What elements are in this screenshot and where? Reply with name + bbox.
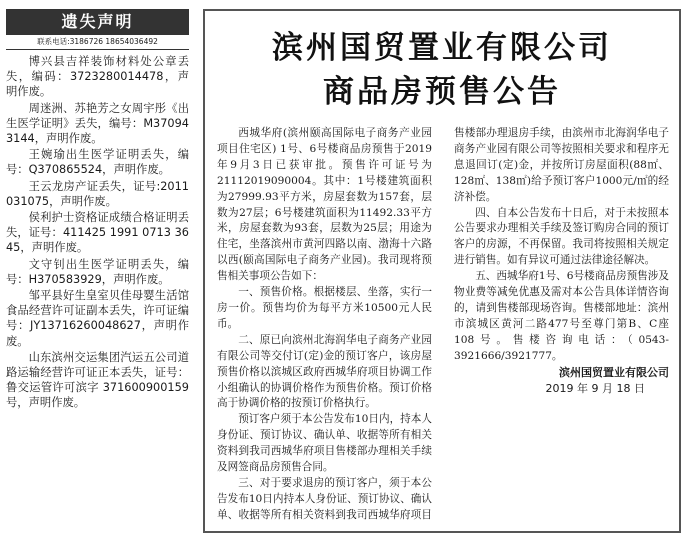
announcement-title-company: 滨州国贸置业有限公司 — [272, 30, 612, 66]
lost-notice-item: 侯利护士资格证成绩合格证明丢失，证号：411425 1991 0713 3645，声明作废。 — [6, 211, 189, 255]
announcement-date: 2019 年 9 月 18 日 — [545, 381, 645, 395]
announcement-paragraph: 西城华府(滨州颐高国际电子商务产业园项目住宅区) 1号、6号楼商品房预售于2019年9月3日已获审批。预售许可证号为 21112019090004。其中：1号楼建筑面积为27999.93平方米，房屋套数为157套，层数为27层；6号楼建筑面积为11492.33平方米，房屋套数为93套，层数为25层；用途为住宅，坐落滨州市黄河四路以南、渤海十六路以西(颐高国际电子商务产业园)。我司现将预售相关事项公告如下： — [217, 127, 432, 283]
lost-notice-item: 王云龙房产证丢失，证号:2011031075，声明作废。 — [6, 179, 189, 208]
announcement-paragraph: 预订客户须于本公告发布10日内，持本人身份证、预订协议、确认单、收据等所有相关资料到我司西城华府项目售楼部办理相关手续及网签商品房预售合同。 — [217, 413, 432, 474]
lost-notice-item: 邹平县好生皇室贝佳母婴生活馆食品经营许可证副本丢失，许可证编号：JY13716260048627，声明作废。 — [6, 289, 189, 348]
announcement-paragraph: 三、对于要求退房的预订客户，须于本公告发布10日内持本人身份证、预订协议、确认单、收据等所有相关资料到我司西城华府项目售楼部办理退房手续，由滨州市北海润华电子商务产业园有限公司等按照相关要求和程序无息退回订(定)金，并按所订房屋面积(88㎡、128㎡、138㎡)给予预订客户1000元/㎡的经济补偿。 — [217, 127, 669, 521]
lost-notices-column — [6, 9, 189, 531]
announcement-paragraph: 二、原已向滨州北海润华电子商务产业园有限公司等交付订(定)金的预订客户，该房屋预售价格以滨城区政府西城华府项目协调工作小组确认的协调价格作为预售价格。预订价格高于协调价格的按预订价格执行。 — [217, 333, 432, 410]
announcement-body — [217, 126, 669, 526]
presale-announcement-box — [203, 9, 681, 533]
contact-phone: 联系电话:3186726 18654036492 — [6, 35, 189, 50]
announcement-paragraph: 四、自本公告发布十日后，对于未按照本公告要求办理相关手续及签订购房合同的预订客户的房源，不再保留。我司将按照相关规定进行销售。如有异议可通过法律途径解决。 — [454, 206, 669, 267]
announcement-signature: 滨州国贸置业有限公司 — [559, 365, 669, 379]
lost-notice-item: 博兴县吉祥装饰材料处公章丢失，编码：3723280014478，声明作废。 — [6, 55, 189, 99]
announcement-paragraph: 五、西城华府1号、6号楼商品房预售涉及物业费等减免优惠及需对本公告具体详情咨询的，请到售楼部现场咨询。售楼部地址：滨州市滨城区黄河二路477号至尊门第B、C座108号。售楼咨询电话：（0543-3921666/3921777。 — [454, 270, 669, 362]
lost-notice-item: 文守钊出生医学证明丢失，编号：H370583929，声明作废。 — [6, 257, 189, 286]
announcement-paragraph: 一、预售价格。根据楼层、坐落，实行一房一价。预售均价为每平方米10500元人民币。 — [217, 286, 432, 330]
lost-notice-item: 山东滨州交运集团汽运五公司道路运输经营许可证正本丢失，证号：鲁交运管许可滨字 371600900159 号，声明作废。 — [6, 350, 189, 410]
lost-notice-item: 周迷洲、苏艳芳之女周宇彤《出生医学证明》丢失，编号：M370943144，声明作废。 — [6, 101, 189, 146]
lost-notice-header: 遗失声明 — [6, 9, 189, 35]
announcement-title-subject: 商品房预售公告 — [323, 74, 561, 110]
lost-notice-item: 王婉瑜出生医学证明丢失，编号：Q370865524，声明作废。 — [6, 148, 189, 177]
